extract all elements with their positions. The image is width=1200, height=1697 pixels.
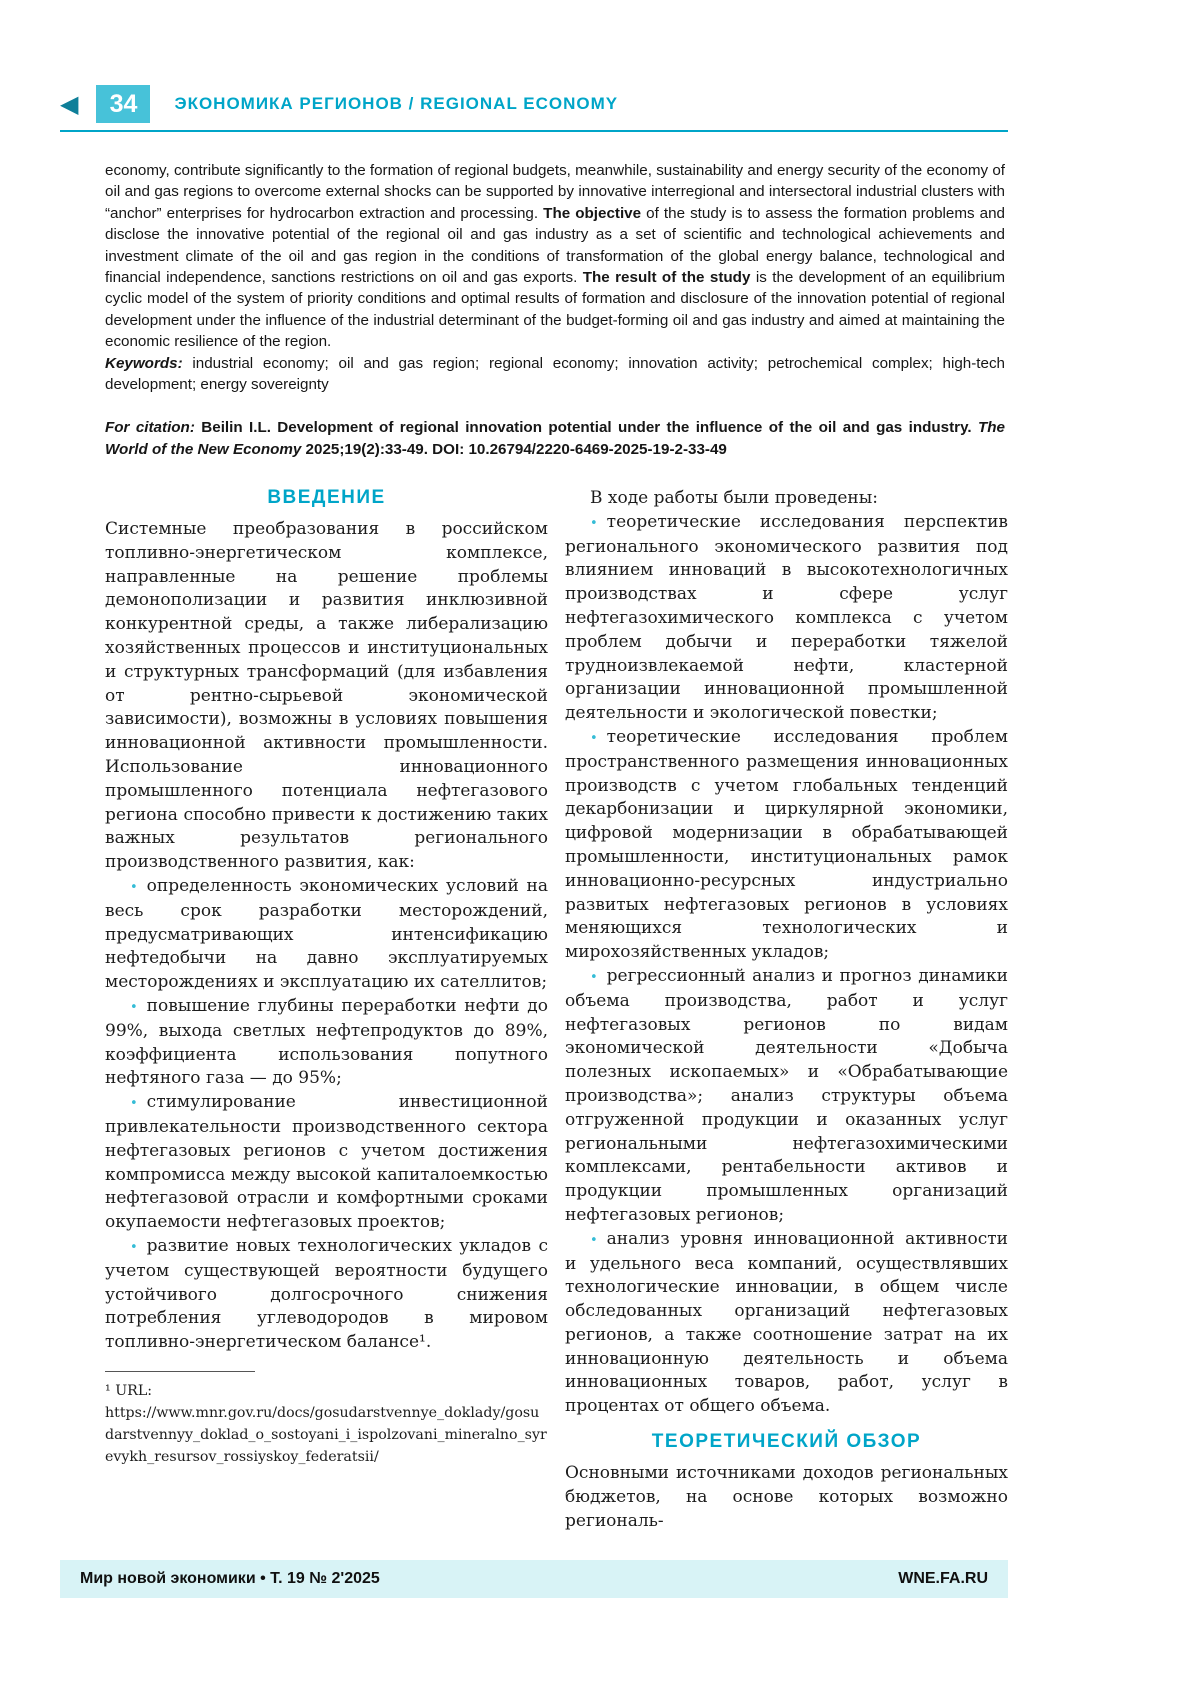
list-item-text: стимулирование инвестиционной привлекательности производственного сектора нефтегазовых регионов с учетом достижения компромисса между высокой капиталоемкостью нефтегазовой отрасли и комфортными сроками окупаемости нефтегазовых проектов; [105,1092,548,1233]
abstract-text-3: is the development of an equilibrium cyclic model of the system of priority conditions and optimal results of formation and disclosure of the innovation potential of regional development under the influence of the industrial determinant of the budget-forming oil and gas industry and aimed at maintaining the economic resilience of the region. [105,269,1005,351]
list-item [565,965,1008,1228]
page-number-badge: 34 [96,85,150,123]
list-item-text: теоретические исследования перспектив регионального экономического развития под влиянием инноваций в высокотехнологичных производствах и сфере услуг нефтегазохимического комплекса с учетом проблем добычи и переработки тяжелой трудноизвлекаемой нефти, кластерной организации инновационной промышленной деятельности и экологической повестки; [565,511,1008,724]
section-running-title: ЭКОНОМИКА РЕГИОНОВ / REGIONAL ECONOMY [174,94,619,113]
list-item [565,1228,1008,1419]
citation-journal: The World of the New Economy [105,419,1006,458]
abstract-objective-label: The objective [543,204,642,222]
footnote-text: ¹ URL: https://www.mnr.gov.ru/docs/gosudarstvennye_doklady/gosudarstvennyy_doklad_o_sostoyani_i_ispolzovani_mineralno_syrevykh_resursov_rossiyskoy_federatsii/ [105,1382,547,1465]
list-item [105,1235,548,1355]
list-item [105,875,548,995]
bullet-icon: • [130,879,138,895]
list-item [565,511,1008,726]
citation-block [105,417,1005,461]
abstract-block [105,160,1005,395]
abstract-text-1: economy, contribute significantly to the formation of regional budgets, meanwhile, sustainability and energy security of the economy of oil and gas regions to overcome external shocks can be supported by innovative interregional and intersectoral industrial clusters with “anchor” enterprises for hydrocarbon extraction and processing. [105,162,1005,222]
list-item [565,726,1008,965]
footnote-block [105,1371,548,1468]
bullet-icon: • [590,969,598,985]
footnote-divider [105,1371,255,1372]
introduction-paragraph: Системные преобразования в российском топливно-энергетическом комплексе, направленные на решение проблемы демонополизации и развития инклюзивной конкурентной среды, а также либерализацию хозяйственных процессов и институциональных и структурных трансформаций (для избавления от рентно-сырьевой экономической зависимости), возможны в условиях повышения инновационной активности промышленности. Использование инновационного промышленного потенциала нефтегазового региона способно привести к достижению таких важных результатов регионального производственного развития, как: [105,519,548,873]
list-item-text: повышение глубины переработки нефти до 99%, выхода светлых нефтепродуктов до 89%, коэффициента использования попутного нефтяного газа — до 95%; [105,995,548,1089]
citation-line [105,417,1005,461]
abstract-result-label: The result of the study [582,269,751,287]
footer-journal-title: Мир новой экономики • Т. 19 № 2'2025 [80,1570,380,1587]
bullet-icon: • [130,999,138,1015]
lead-paragraph: В ходе работы были проведены: [590,488,878,508]
bullet-icon: • [590,1232,598,1248]
keywords-label: Keywords: [105,354,183,372]
bullet-icon: • [130,1096,138,1112]
arrow-left-icon: ◀ [60,90,79,118]
list-item-text: анализ уровня инновационной активности и удельного веса компаний, осуществлявших технологические инновации, в общем числе обследованных организаций нефтегазовых регионов, а также соотношение затрат на их инновационную деятельность и объема инновационных товаров, работ, услуг в процентах от общего объема. [565,1228,1008,1417]
bullet-icon: • [130,1239,138,1255]
bullet-icon: • [590,730,598,746]
citation-main: Beilin I.L. Development of regional innovation potential under the influence of the oil and gas industry. [201,419,978,436]
citation-doi: 2025;19(2):33-49. DOI: 10.26794/2220-6469-2025-19-2-33-49 [301,441,727,458]
left-column [105,487,548,1468]
list-item [105,1091,548,1235]
right-column [565,487,1008,1533]
abstract-paragraph [105,160,1005,353]
footer-website: WNE.FA.RU [898,1570,988,1587]
header-rule [60,130,1008,132]
list-item [105,995,548,1091]
for-citation-label: For citation: [105,419,202,436]
keywords-text: industrial economy; oil and gas region; regional economy; innovation activity; petrochemical complex; high-tech development; energy sovereignty [105,354,1005,394]
abstract-text-2: of the study is to assess the formation problems and disclose the innovative potential of the regional oil and gas industry as a set of scientific and technological achievements and investment climate of the oil and gas region in the conditions of transformation of the global energy balance, technological and financial independence, sanctions restrictions on oil and gas exports. [105,204,1005,287]
list-item-text: развитие новых технологических укладов с учетом существующей вероятности будущего устойчивого долгосрочного снижения потребления углеводородов в мировом топливно-энергетическом балансе¹. [105,1235,548,1353]
footer-bar [60,1560,1008,1598]
section-heading-introduction: ВВЕДЕНИЕ [267,487,386,508]
list-item-text: определенность экономических условий на весь срок разработки месторождений, предусматривающих интенсификацию нефтедобычи на давно эксплуатируемых месторождениях и эксплуатацию их сателлитов; [105,875,548,993]
bullet-icon: • [590,515,598,531]
keywords-line [105,353,1005,396]
theory-paragraph: Основными источниками доходов региональных бюджетов, на основе которых возможно региональ- [565,1463,1008,1531]
section-heading-theory: ТЕОРЕТИЧЕСКИЙ ОБЗОР [651,1431,922,1453]
running-head [60,84,1008,124]
list-item-text: регрессионный анализ и прогноз динамики объема производства, работ и услуг нефтегазовых регионов по видам экономической деятельности «Добыча полезных ископаемых» и «Обрабатывающие производства»; анализ структуры объема отгруженной продукции и оказанных услуг региональными нефтегазохимическими комплексами, рентабельности активов и продукции промышленных организаций нефтегазовых регионов; [565,965,1008,1225]
list-item-text: теоретические исследования проблем пространственного размещения инновационных производств с учетом глобальных тенденций декарбонизации и циркулярной экономики, цифровой модернизации в обрабатывающей промышленности, институциональных рамок инновационно-ресурсных индустриально развитых нефтегазовых регионов в условиях меняющихся технологических и мирохозяйственных укладов; [565,726,1008,963]
